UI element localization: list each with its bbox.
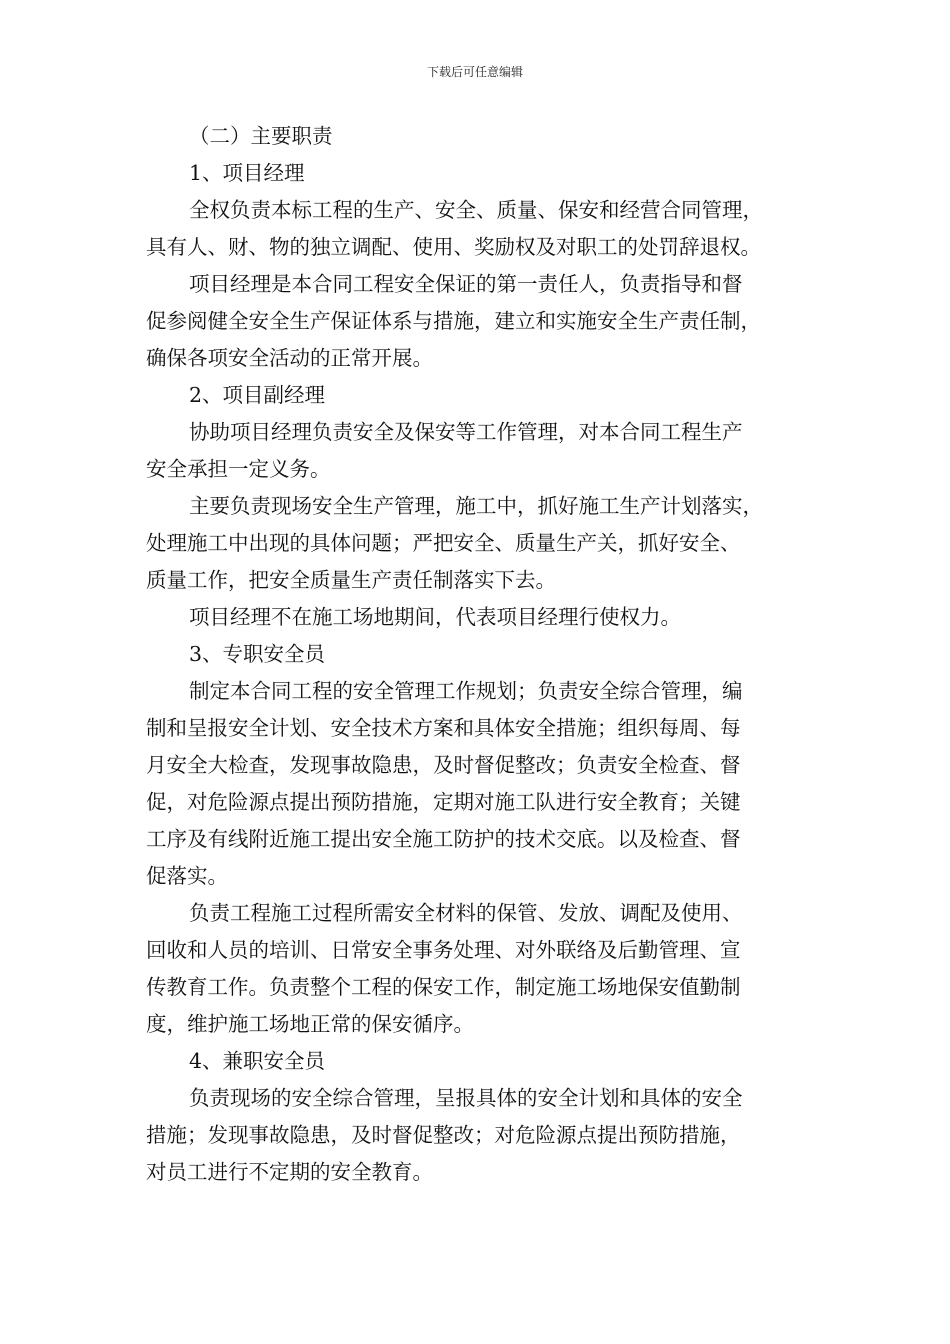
text-line: 负责现场的安全综合管理，呈报具体的安全计划和具体的安全 <box>189 1086 743 1110</box>
text-line: 协助项目经理负责安全及保安等工作管理，对本合同工程生产 <box>189 420 743 444</box>
text-line: 传教育工作。负责整个工程的保安工作，制定施工场地保安值勤制 <box>146 975 741 999</box>
text-line: 质量工作，把安全质量生产责任制落实下去。 <box>146 568 556 592</box>
text-line: 月安全大检查，发现事故隐患，及时督促整改；负责安全检查、督 <box>146 753 741 777</box>
text-line: 项目经理是本合同工程安全保证的第一责任人，负责指导和督 <box>189 272 743 296</box>
text-line: 1、项目经理 <box>189 161 305 185</box>
text-line: 3、专职安全员 <box>189 642 326 666</box>
text-line: 4、兼职安全员 <box>189 1049 326 1073</box>
text-line: 安全承担一定义务。 <box>146 457 331 481</box>
text-line: 回收和人员的培训、日常安全事务处理、对外联络及后勤管理、宣 <box>146 938 741 962</box>
text-line: 促落实。 <box>146 864 228 888</box>
text-line: 制和呈报安全计划、安全技术方案和具体安全措施；组织每周、每 <box>146 716 741 740</box>
document-body <box>146 118 806 1191</box>
text-line: 2、项目副经理 <box>189 383 326 407</box>
text-line: 促，对危险源点提出预防措施，定期对施工队进行安全教育；关键 <box>146 790 741 814</box>
text-line: 处理施工中出现的具体问题；严把安全、质量生产关，抓好安全、 <box>146 531 741 555</box>
text-line: 度，维护施工场地正常的保安循序。 <box>146 1012 474 1036</box>
text-line: 促参阅健全安全生产保证体系与措施，建立和实施安全生产责任制， <box>146 309 761 333</box>
text-line: （二）主要职责 <box>189 124 333 148</box>
text-line: 工序及有线附近施工提出安全施工防护的技术交底。以及检查、督 <box>146 827 741 851</box>
text-line: 确保各项安全活动的正常开展。 <box>146 346 433 370</box>
text-line: 项目经理不在施工场地期间，代表项目经理行使权力。 <box>189 605 681 629</box>
text-line: 对员工进行不定期的安全教育。 <box>146 1160 433 1184</box>
text-line: 负责工程施工过程所需安全材料的保管、发放、调配及使用、 <box>189 901 743 925</box>
text-line: 全权负责本标工程的生产、安全、质量、保安和经营合同管理， <box>189 198 763 222</box>
text-line: 措施；发现事故隐患，及时督促整改；对危险源点提出预防措施， <box>146 1123 741 1147</box>
text-line: 具有人、财、物的独立调配、使用、奖励权及对职工的处罚辞退权。 <box>146 235 761 259</box>
header-note: 下载后可任意编辑 <box>426 65 523 79</box>
text-line: 主要负责现场安全生产管理，施工中，抓好施工生产计划落实， <box>189 494 763 518</box>
text-line: 制定本合同工程的安全管理工作规划；负责安全综合管理，编 <box>189 679 743 703</box>
